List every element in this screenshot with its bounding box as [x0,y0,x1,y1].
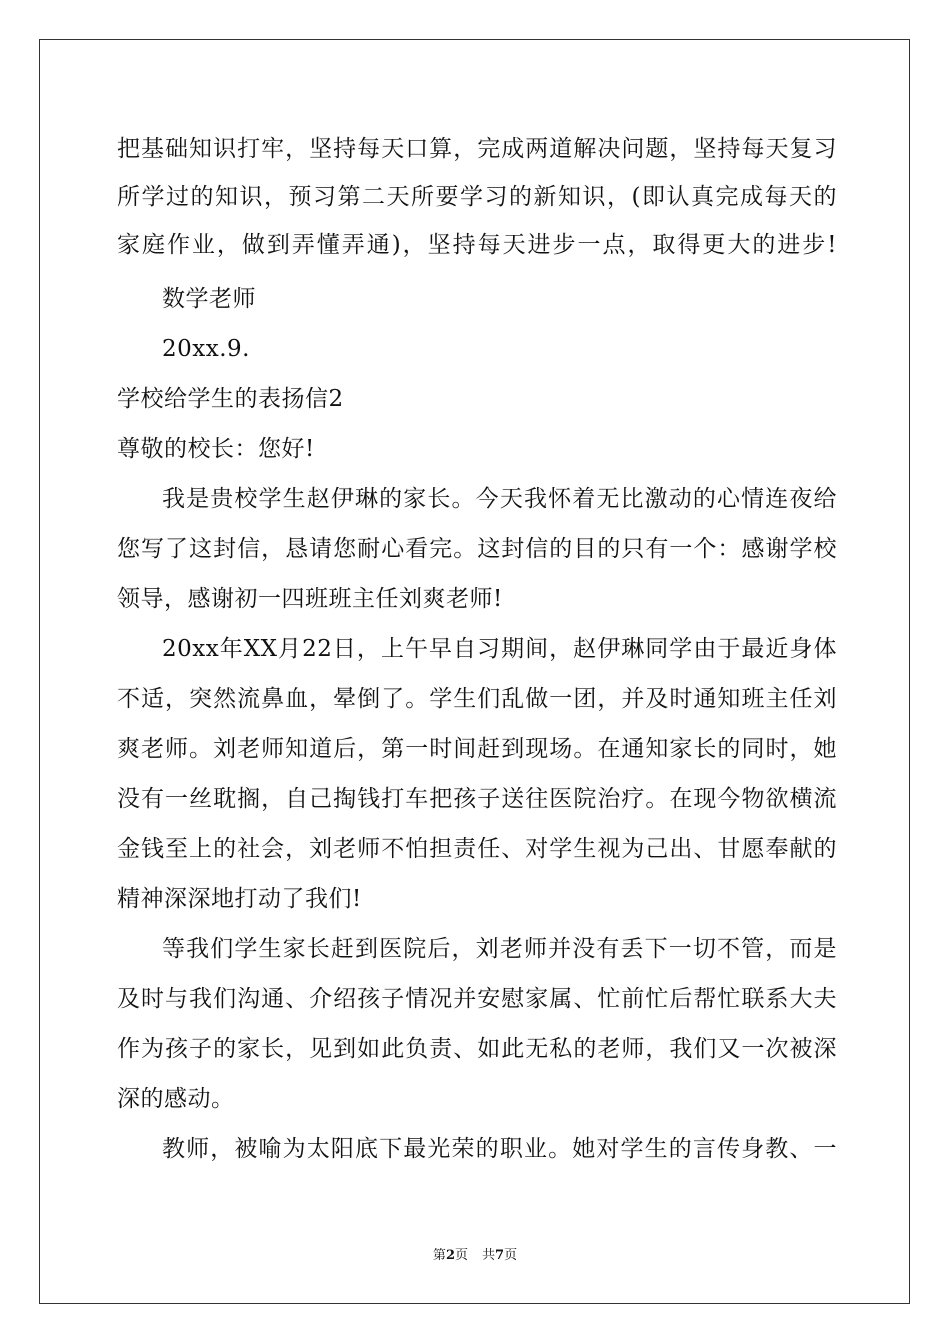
text-line: 深的感动。 [117,1086,235,1112]
section-heading: 学校给学生的表扬信2 [117,386,344,412]
text-line: 家庭作业，做到弄懂弄通)，坚持每天进步一点，取得更大的进步! [117,232,837,258]
page-number: 第2页 [432,1248,468,1263]
text-line: 把基础知识打牢，坚持每天口算，完成两道解决问题，坚持每天复习 [117,136,837,162]
signature-date: 20xx.9. [162,336,250,362]
text-line: 没有一丝耽搁，自己掏钱打车把孩子送往医院治疗。在现今物欲横流 [117,786,837,812]
text-line: 等我们学生家长赶到医院后，刘老师并没有丢下一切不管，而是 [162,936,837,962]
text-line: 精神深深地打动了我们! [117,886,362,912]
text-line: 金钱至上的社会，刘老师不怕担责任、对学生视为己出、甘愿奉献的 [117,836,837,862]
signature-title: 数学老师 [162,286,256,312]
text-line: 爽老师。刘老师知道后，第一时间赶到现场。在通知家长的同时，她 [117,736,837,762]
text-line: 教师，被喻为太阳底下最光荣的职业。她对学生的言传身教、一 [162,1136,837,1162]
text-line: 不适，突然流鼻血，晕倒了。学生们乱做一团，并及时通知班主任刘 [117,686,837,712]
page-footer [0,1248,950,1264]
text-line: 及时与我们沟通、介绍孩子情况并安慰家属、忙前忙后帮忙联系大夫 [117,986,837,1012]
salutation: 尊敬的校长：您好! [117,436,315,462]
text-line: 20xx年XX月22日，上午早自习期间，赵伊琳同学由于最近身体 [162,636,837,662]
text-line: 领导，感谢初一四班班主任刘爽老师! [117,586,503,612]
text-line: 您写了这封信，恳请您耐心看完。这封信的目的只有一个：感谢学校 [117,536,837,562]
text-line: 所学过的知识，预习第二天所要学习的新知识，(即认真完成每天的 [117,184,837,210]
page-total: 共7页 [482,1248,518,1263]
text-line: 作为孩子的家长，见到如此负责、如此无私的老师，我们又一次被深 [117,1036,837,1062]
text-line: 我是贵校学生赵伊琳的家长。今天我怀着无比激动的心情连夜给 [162,486,837,512]
